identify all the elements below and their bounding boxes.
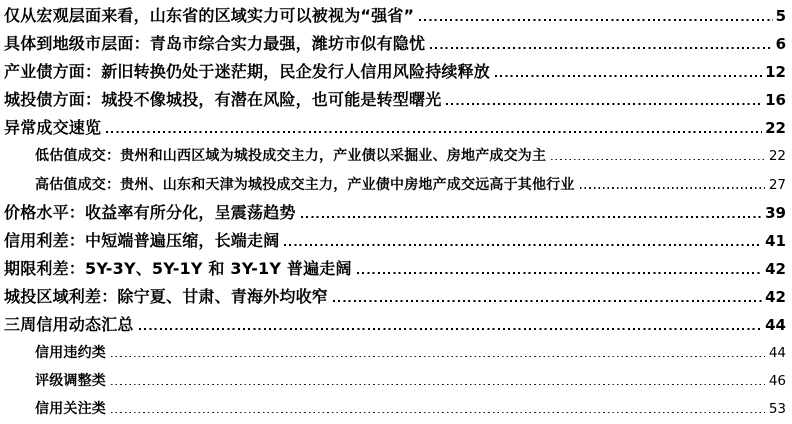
toc-entry-page: 27 — [768, 176, 786, 193]
toc-entry-label: 期限利差：5Y-3Y、5Y-1Y 和 3Y-1Y 普遍走阔 — [4, 258, 352, 278]
toc-entry-label: 具体到地级市层面：青岛市综合实力最强，潍坊市似有隐忧 — [4, 34, 426, 54]
dot-leader — [430, 47, 772, 49]
toc-entry-label: 异常成交速览 — [4, 118, 102, 138]
dot-leader — [111, 356, 765, 358]
toc-entry-label: 信用关注类 — [35, 401, 106, 418]
toc-entry-page: 12 — [765, 63, 786, 82]
dot-leader — [446, 103, 762, 105]
toc-entry-page: 16 — [765, 91, 786, 110]
toc-entry-page: 46 — [768, 373, 786, 390]
toc-entry-label: 信用利差：中短端普遍压缩，长端走阔 — [4, 230, 280, 250]
toc-entry[interactable] — [4, 114, 786, 142]
toc-entry-label: 低估值成交：贵州和山西区域为城投成交主力，产业债以采掘业、房地产成交为主 — [35, 148, 547, 165]
toc-entry-label: 三周信用动态汇总 — [4, 315, 134, 335]
toc-entry[interactable] — [4, 395, 786, 423]
toc-entry-label: 价格水平：收益率有所分化，呈震荡趋势 — [4, 202, 296, 222]
toc-entry[interactable] — [4, 255, 786, 283]
toc-entry[interactable] — [4, 30, 786, 58]
toc-entry-page: 39 — [765, 203, 786, 222]
toc-entry-label: 评级调整类 — [35, 373, 106, 390]
dot-leader — [580, 187, 765, 189]
dot-leader — [106, 131, 762, 133]
dot-leader — [284, 244, 762, 246]
dot-leader — [301, 216, 763, 218]
toc-entry-label: 产业债方面：新旧转换仍处于迷茫期，民企发行人信用风险持续释放 — [4, 62, 491, 82]
toc-entry[interactable] — [4, 142, 786, 170]
toc-entry-page: 44 — [765, 316, 786, 335]
toc-entry[interactable] — [4, 86, 786, 114]
toc-entry-page: 22 — [768, 148, 786, 165]
toc-entry-label: 城投债方面：城投不像城投，有潜在风险，也可能是转型曙光 — [4, 90, 442, 110]
toc-entry[interactable] — [4, 283, 786, 311]
toc-entry-label: 城投区域利差：除宁夏、甘肃、青海外均收窄 — [4, 286, 329, 306]
toc-entry-label: 高估值成交：贵州、山东和天津为城投成交主力，产业债中房地产成交远高于其他行业 — [35, 176, 575, 193]
toc-entry-label: 信用违约类 — [35, 345, 106, 362]
toc-entry[interactable] — [4, 199, 786, 227]
toc-entry[interactable] — [4, 2, 786, 30]
toc-entry-page: 42 — [765, 287, 786, 306]
dot-leader — [333, 300, 762, 302]
toc-entry-page: 6 — [775, 35, 786, 54]
toc-entry[interactable] — [4, 339, 786, 367]
toc-entry-page: 44 — [768, 345, 786, 362]
dot-leader — [357, 272, 762, 274]
toc-entry-label: 仅从宏观层面来看，山东省的区域实力可以被视为“强省” — [4, 6, 415, 25]
dot-leader — [111, 384, 765, 386]
toc-entry-page: 5 — [775, 7, 786, 25]
toc-entry[interactable] — [4, 311, 786, 339]
toc-entry[interactable] — [4, 227, 786, 255]
dot-leader — [419, 19, 772, 21]
toc-entry-page: 22 — [765, 119, 786, 138]
toc-entry[interactable] — [4, 58, 786, 86]
toc-entry-page: 42 — [765, 259, 786, 278]
dot-leader — [551, 159, 765, 161]
dot-leader — [111, 412, 765, 414]
dot-leader — [495, 75, 762, 77]
toc-entry[interactable] — [4, 171, 786, 199]
toc-entry-page: 41 — [765, 231, 786, 250]
toc-entry[interactable] — [4, 367, 786, 395]
dot-leader — [139, 328, 763, 330]
toc-entry-page: 53 — [768, 401, 786, 418]
